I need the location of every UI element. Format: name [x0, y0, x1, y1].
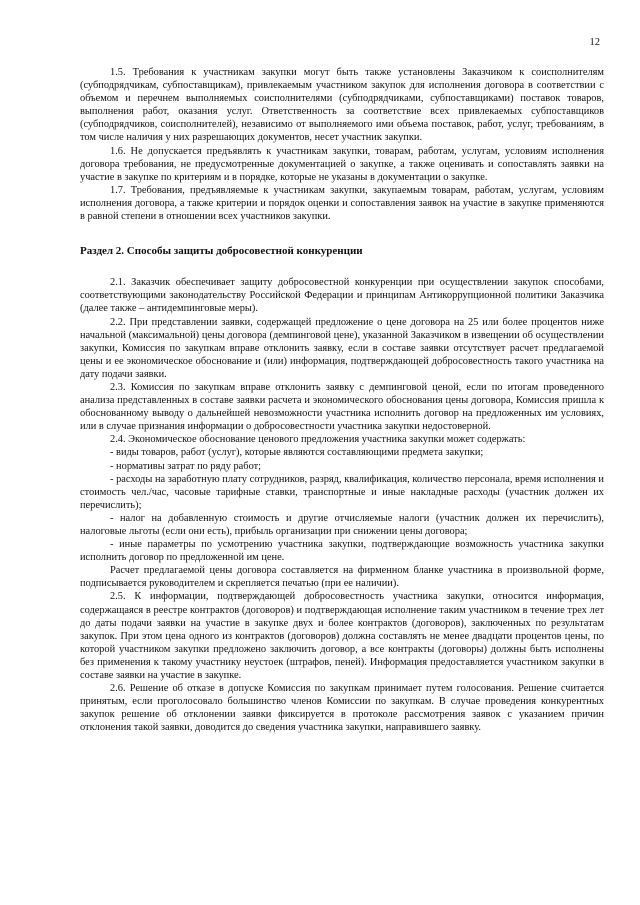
paragraph-2-2: 2.2. При представлении заявки, содержащей предложение о цене договора на 25 или более процентов ниже начальной (максимальной) цены договора (демпинговой цене), указанной Заказчиком в извещении об осуществлении закупки, Комиссия по закупкам вправе отклонить заявку, если в составе заявки отсутствует расчет предлагаемой цены и ее экономическое обоснование и (или) информация, подтверждающей добросовестность такого участника на дату подачи заявки.: [80, 316, 604, 380]
list-item: - налог на добавленную стоимость и другие отчисляемые налоги (участник должен их перечислить), налоговые льготы (если они есть), прибыль организации при снижении цены договора;: [80, 512, 604, 537]
list-item: - расходы на заработную плату сотрудников, разряд, квалификация, количество персонала, время исполнения и стоимость чел./час, часовые тарифные ставки, транспортные и иные накладные расходы (участник должен их перечислить);: [80, 473, 604, 511]
paragraph-2-6: 2.6. Решение об отказе в допуске Комиссия по закупкам принимает путем голосования. Решение считается принятым, если проголосовало большинство членов Комиссии по закупкам. В случае проведения конкурентных закупок решение об отклонении заявки фиксируется в протоколе рассмотрения заявок с указанием причин отклонения такой заявки, доводится до сведения участника закупки, направившего заявку.: [80, 683, 604, 734]
paragraph-2-5: 2.5. К информации, подтверждающей добросовестность участника закупки, относится информация, содержащаяся в реестре контрактов (договоров) и подтверждающая исполнение таким участником в течение трех лет до даты подачи заявки на участие в закупке двух и более контрактов (договоров), заключенных по результатам закупок. При этом цена одного из контрактов (договоров) должна составлять не менее двадцати процентов цены, по которой участником закупки предложено заключить договор, а все контракты (договоры) должны быть исполнены без применения к такому участнику неустоек (штрафов, пеней). Информация предоставляется участником закупки в составе заявки на участие в закупке.: [80, 591, 604, 682]
page-number: 12: [589, 37, 600, 48]
document-body: [80, 66, 604, 735]
list-item: - нормативы затрат по ряду работ;: [110, 460, 262, 472]
paragraph-1-6: 1.6. Не допускается предъявлять к участникам закупки, товарам, работам, услугам, условиям исполнения договора требования, не предусмотренные документацией о закупке, а также оценивать и сопоставлять заявки на участие в закупке по критериям и в порядке, которые не указаны в документации о закупке.: [80, 145, 604, 183]
paragraph-2-4: 2.4. Экономическое обоснование ценового предложения участника закупки может содержать:: [110, 434, 526, 446]
paragraph-1-5: 1.5. Требования к участникам закупки могут быть также установлены Заказчиком к соисполнителям (субподрядчикам, субпоставщикам), привлекаемым участником закупок для исполнения договора в соответствии с объемом и перечнем выполняемых соисполнителями (субподрядчиками, субпоставщиками) поставок товаров, выполнения работ, оказания услуг. Ответственность за соответствие всех привлекаемых субпоставщиков (субподрядчиков, соисполнителей), независимо от выполняемого ими объема поставок, работ, услуг, требованиям, в том числе наличия у них разрешающих документов, несет участник закупки.: [80, 67, 604, 144]
section-2-heading: Раздел 2. Способы защиты добросовестной конкуренции: [80, 245, 363, 258]
paragraph-2-1: 2.1. Заказчик обеспечивает защиту добросовестной конкуренции при осуществлении закупок способами, соответствующими законодательству Российской Федерации и принципам Антикоррупционной политики Заказчика (далее также – антидемпинговые меры).: [80, 277, 604, 315]
paragraph-2-3: 2.3. Комиссия по закупкам вправе отклонить заявку с демпинговой ценой, если по итогам проведенного анализа представленных в составе заявки расчета и экономического обоснования цены договора, Комиссия пришла к обоснованному выводу о дальнейшей невозможности участника исполнить договор на предложенных им условиях, или в случае признания информации о добросовестности участника закупки недостоверной.: [80, 381, 604, 433]
list-item: - виды товаров, работ (услуг), которые являются составляющими предмета закупки;: [110, 447, 484, 459]
list-item: - иные параметры по усмотрению участника закупки, подтверждающие возможность участника закупки исполнить договор по предложенной им цене.: [80, 539, 604, 564]
paragraph-1-7: 1.7. Требования, предъявляемые к участникам закупки, закупаемым товарам, работам, услугам, условиям исполнения договора, а также критерии и порядок оценки и сопоставления заявок на участие в закупке применяются в равной степени в отношении всех участников закупки.: [80, 184, 604, 223]
paragraph-price-calculation: Расчет предлагаемой цены договора составляется на фирменном бланке участника в произвольной форме, подписывается руководителем и скрепляется печатью (при ее наличии).: [80, 565, 604, 590]
